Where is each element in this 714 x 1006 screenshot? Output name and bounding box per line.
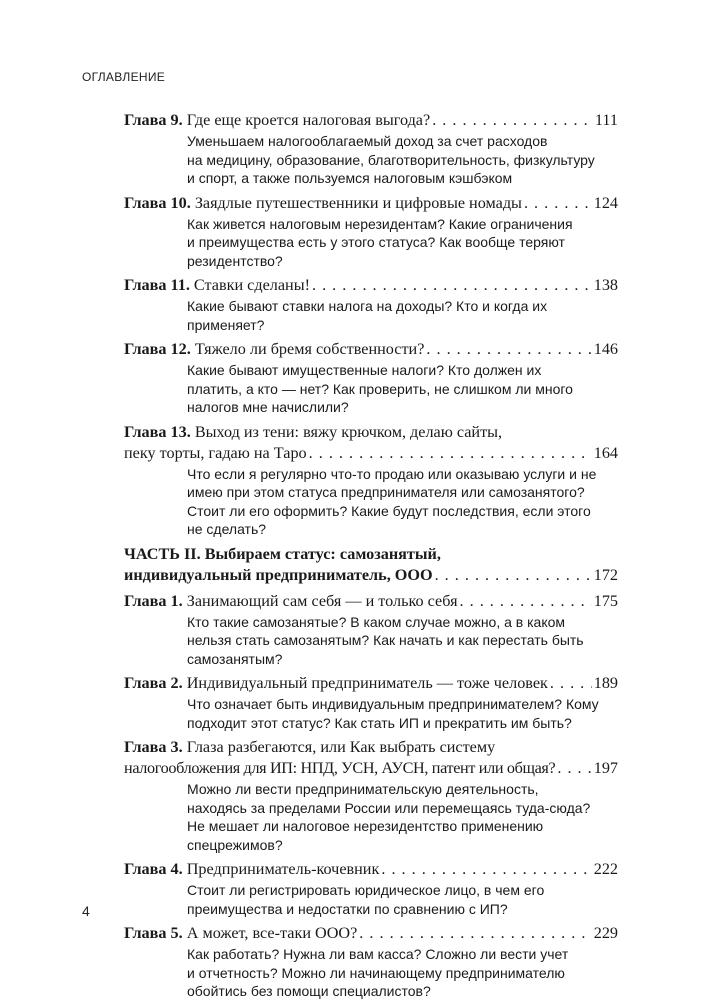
dot-leader: [432, 110, 593, 131]
dot-leader: [309, 443, 592, 464]
page-number: 4: [82, 903, 90, 919]
chapter-description: Какие бывают имущественные налоги? Кто должен их платить, а кто — нет? Как проверить, не слишком ли много налогов мне начислили?: [187, 362, 573, 415]
chapter-label: Глава 13.: [124, 422, 191, 441]
toc-entry-chapter-1: [124, 591, 618, 669]
chapter-description: Что означает быть индивидуальным предпринимателем? Кому подходит этот статус? Как стать ИП и прекратить им быть?: [187, 696, 599, 731]
page-ref: 229: [593, 924, 618, 942]
table-of-contents: [124, 110, 618, 1006]
chapter-title: Тяжело ли бремя собственности?: [190, 340, 425, 358]
chapter-title-line-1: Выход из тени: вяжу крючком, делаю сайты,: [190, 422, 503, 441]
dot-leader: [550, 673, 592, 694]
page-ref: 146: [593, 340, 618, 358]
dot-leader: [524, 193, 592, 214]
chapter-label: Глава 5.: [124, 924, 183, 942]
chapter-label: Глава 10.: [124, 193, 191, 212]
chapter-title-line-1: Глаза разбегаются, или Как выбрать систему: [182, 738, 496, 756]
page-ref: 197: [593, 759, 618, 777]
chapter-label: Глава 1.: [124, 591, 183, 610]
dot-leader: [381, 859, 591, 880]
toc-entry-part-2: [124, 544, 618, 586]
part-title-line-1: ЧАСТЬ II. Выбираем статус: самозанятый,: [124, 544, 441, 563]
dot-leader: [557, 758, 591, 779]
chapter-title: Ставки сделаны!: [189, 276, 310, 294]
page-ref: 124: [593, 193, 618, 212]
page-ref: 138: [593, 276, 618, 294]
chapter-description: Какие бывают ставки налога на доходы? Кто и когда их применяет?: [187, 298, 548, 333]
dot-leader: [426, 339, 591, 360]
toc-entry-chapter-5: [124, 923, 618, 1001]
chapter-description: Уменьшаем налогооблагаемый доход за счет расходов на медицину, образование, благотворительность, физкультуру и спорт, а также пользуемся налоговым кэшбэком: [187, 133, 595, 186]
part-title: индивидуальный предприниматель, ООО: [124, 565, 433, 584]
toc-entry-chapter-13: [124, 422, 618, 539]
chapter-title: Индивидуальный предприниматель — тоже человек: [182, 674, 548, 692]
chapter-label: Глава 4.: [124, 860, 183, 878]
chapter-title: Предприниматель-кочевник: [182, 860, 380, 878]
chapter-label: Глава 12.: [124, 340, 191, 358]
chapter-title: А может, все-таки ООО?: [182, 924, 358, 942]
dot-leader: [359, 923, 591, 944]
chapter-description: Как работать? Нужна ли вам касса? Сложно ли вести учет и отчетность? Можно ли начинающему предпринимателю обойтись без помощи специалистов?: [187, 946, 569, 999]
dot-leader: [312, 275, 592, 296]
toc-entry-chapter-2: [124, 673, 618, 732]
page-ref: 164: [593, 443, 618, 462]
page-ref: 175: [593, 591, 618, 610]
running-head: ОГЛАВЛЕНИЕ: [82, 70, 166, 84]
chapter-title: пеку торты, гадаю на Таро: [124, 443, 307, 462]
dot-leader: [460, 591, 592, 612]
chapter-title: налогообложения для ИП: НПД, УСН, АУСН, патент или общая?: [124, 759, 556, 777]
chapter-label: Глава 2.: [124, 674, 183, 692]
page-ref: 111: [594, 111, 618, 129]
chapter-title: Где еще кроется налоговая выгода?: [182, 111, 431, 129]
chapter-label: Глава 11.: [124, 276, 190, 294]
page-ref: 189: [593, 674, 618, 692]
toc-entry-chapter-12: [124, 339, 618, 417]
chapter-description: Как живется налоговым нерезидентам? Какие ограничения и преимущества есть у этого статуса? Как вообще теряют резидентство?: [187, 215, 573, 269]
toc-entry-chapter-4: [124, 859, 618, 918]
toc-entry-chapter-11: [124, 275, 618, 334]
chapter-description: Стоит ли регистрировать юридическое лицо, в чем его преимущества и недостатки по сравнению с ИП?: [187, 882, 545, 917]
chapter-title: Заядлые путешественники и цифровые номады: [190, 193, 522, 212]
page-ref: 222: [593, 860, 618, 878]
toc-entry-chapter-3: [124, 737, 618, 854]
chapter-description: Можно ли вести предпринимательскую деятельность, находясь за пределами России или перемещаясь туда-сюда? Не мешает ли налоговое нерезидентство применению спецрежимов?: [187, 781, 591, 853]
chapter-description: Кто такие самозанятые? В каком случае можно, а в каком нельзя стать самозанятым? Как начать и как перестать быть самозанятым?: [187, 613, 584, 667]
dot-leader: [435, 565, 592, 586]
chapter-description: Что если я регулярно что-то продаю или оказываю услуги и не имею при этом статуса предпринимателя или самозанятого? Стоит ли его оформить? Какие будут последствия, если этого не сделать?: [187, 465, 597, 537]
toc-entry-chapter-10: [124, 193, 618, 271]
chapter-label: Глава 3.: [124, 738, 183, 756]
chapter-title: Занимающий сам себя — и только себя: [182, 591, 458, 610]
page-ref: 172: [593, 565, 618, 584]
toc-entry-chapter-9: [124, 110, 618, 188]
chapter-label: Глава 9.: [124, 111, 183, 129]
